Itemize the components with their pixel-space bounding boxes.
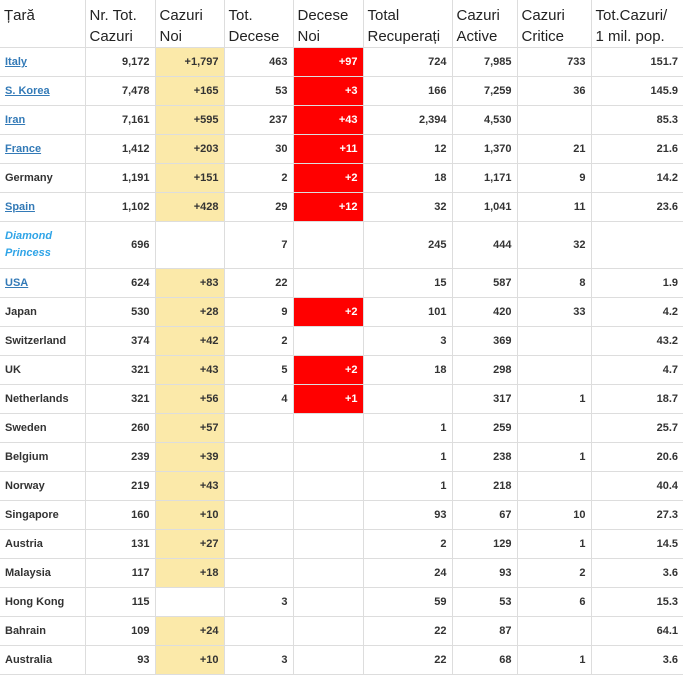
cell-new-deaths: +1 <box>293 385 363 414</box>
table-row <box>0 193 683 222</box>
cell-new-cases: +18 <box>155 559 224 588</box>
cell-total-recovered: 245 <box>363 222 452 269</box>
cell-critical-cases: 6 <box>517 588 591 617</box>
country-link[interactable]: Italy <box>5 56 28 68</box>
table-row <box>0 327 683 356</box>
header-row <box>0 0 683 48</box>
cell-active-cases: 1,370 <box>452 135 517 164</box>
cell-cases-per-million: 21.6 <box>591 135 683 164</box>
cell-total-recovered: 22 <box>363 646 452 675</box>
table-row <box>0 48 683 77</box>
country-name: Sweden <box>5 422 47 434</box>
cell-new-deaths: +11 <box>293 135 363 164</box>
cell-total-recovered: 32 <box>363 193 452 222</box>
country-name: Norway <box>5 480 45 492</box>
cell-total-recovered: 1 <box>363 414 452 443</box>
cell-total-cases: 7,161 <box>85 106 155 135</box>
cell-total-cases: 1,412 <box>85 135 155 164</box>
cell-total-recovered: 15 <box>363 269 452 298</box>
cell-active-cases: 444 <box>452 222 517 269</box>
table-row <box>0 385 683 414</box>
table-row <box>0 164 683 193</box>
cell-critical-cases <box>517 472 591 501</box>
cell-total-deaths <box>224 530 293 559</box>
cell-total-recovered: 18 <box>363 164 452 193</box>
cell-new-deaths <box>293 443 363 472</box>
cell-country <box>0 193 85 222</box>
cell-total-cases: 93 <box>85 646 155 675</box>
country-name: Australia <box>5 654 53 666</box>
cell-critical-cases: 1 <box>517 443 591 472</box>
cell-new-cases <box>155 588 224 617</box>
cell-country <box>0 164 85 193</box>
cell-cases-per-million: 20.6 <box>591 443 683 472</box>
cell-new-deaths <box>293 646 363 675</box>
cell-country <box>0 617 85 646</box>
cell-total-cases: 530 <box>85 298 155 327</box>
table-body <box>0 48 683 675</box>
table-row <box>0 443 683 472</box>
cell-critical-cases <box>517 327 591 356</box>
cell-total-cases: 131 <box>85 530 155 559</box>
cell-total-recovered: 1 <box>363 472 452 501</box>
cell-country <box>0 48 85 77</box>
table-row <box>0 646 683 675</box>
cell-total-recovered: 22 <box>363 617 452 646</box>
cell-new-cases: +43 <box>155 356 224 385</box>
table-row <box>0 356 683 385</box>
cell-new-deaths: +3 <box>293 77 363 106</box>
cell-new-deaths: +12 <box>293 193 363 222</box>
country-link[interactable]: France <box>5 143 42 155</box>
cell-cases-per-million: 40.4 <box>591 472 683 501</box>
header-total-cases[interactable]: Nr. Tot. Cazuri <box>85 0 155 48</box>
cell-critical-cases: 1 <box>517 385 591 414</box>
cell-total-recovered <box>363 385 452 414</box>
cell-total-recovered: 1 <box>363 443 452 472</box>
cell-total-deaths <box>224 559 293 588</box>
cell-country <box>0 559 85 588</box>
cell-cases-per-million: 64.1 <box>591 617 683 646</box>
cell-critical-cases <box>517 617 591 646</box>
cell-total-deaths: 3 <box>224 588 293 617</box>
header-new-deaths[interactable]: Decese Noi <box>293 0 363 48</box>
cell-cases-per-million: 27.3 <box>591 501 683 530</box>
cell-country <box>0 530 85 559</box>
cell-new-cases: +56 <box>155 385 224 414</box>
table-row <box>0 530 683 559</box>
table-row <box>0 77 683 106</box>
table-row <box>0 269 683 298</box>
cell-total-cases: 321 <box>85 356 155 385</box>
cell-total-cases: 239 <box>85 443 155 472</box>
cell-country <box>0 135 85 164</box>
country-name: Bahrain <box>5 625 46 637</box>
cell-cases-per-million: 1.9 <box>591 269 683 298</box>
cell-critical-cases <box>517 106 591 135</box>
cell-critical-cases: 9 <box>517 164 591 193</box>
cell-total-recovered: 3 <box>363 327 452 356</box>
cell-country <box>0 222 85 269</box>
cell-critical-cases: 33 <box>517 298 591 327</box>
country-name: Netherlands <box>5 393 69 405</box>
cell-country <box>0 269 85 298</box>
cell-new-deaths: +2 <box>293 356 363 385</box>
country-name: Austria <box>5 538 43 550</box>
cell-country <box>0 298 85 327</box>
cell-new-cases: +10 <box>155 646 224 675</box>
cell-total-deaths: 22 <box>224 269 293 298</box>
cell-cases-per-million <box>591 222 683 269</box>
cell-total-recovered: 101 <box>363 298 452 327</box>
cell-new-deaths <box>293 327 363 356</box>
cell-total-deaths <box>224 472 293 501</box>
cell-new-cases: +165 <box>155 77 224 106</box>
table-row <box>0 559 683 588</box>
cell-total-recovered: 2,394 <box>363 106 452 135</box>
cell-active-cases: 1,171 <box>452 164 517 193</box>
cell-cases-per-million: 15.3 <box>591 588 683 617</box>
country-name: Malaysia <box>5 567 51 579</box>
cell-critical-cases: 8 <box>517 269 591 298</box>
cell-country <box>0 443 85 472</box>
cell-total-recovered: 18 <box>363 356 452 385</box>
cell-total-cases: 260 <box>85 414 155 443</box>
cell-total-cases: 1,191 <box>85 164 155 193</box>
cell-country <box>0 385 85 414</box>
country-name: Hong Kong <box>5 596 65 608</box>
cell-country <box>0 327 85 356</box>
cell-critical-cases: 21 <box>517 135 591 164</box>
cell-cases-per-million: 43.2 <box>591 327 683 356</box>
cell-total-deaths: 3 <box>224 646 293 675</box>
cell-new-cases <box>155 222 224 269</box>
cell-new-deaths <box>293 501 363 530</box>
cell-cases-per-million: 151.7 <box>591 48 683 77</box>
cell-new-deaths <box>293 617 363 646</box>
cell-new-cases: +43 <box>155 472 224 501</box>
header-cases-per-million[interactable]: Tot.Cazuri/ 1 mil. pop. <box>595 7 668 45</box>
cell-total-cases: 1,102 <box>85 193 155 222</box>
header-total-deaths[interactable]: Tot. Decese <box>224 0 293 48</box>
cell-total-recovered: 724 <box>363 48 452 77</box>
cell-new-cases: +1,797 <box>155 48 224 77</box>
cell-cases-per-million: 3.6 <box>591 559 683 588</box>
cell-total-deaths: 5 <box>224 356 293 385</box>
country-name: UK <box>5 364 21 376</box>
cell-country <box>0 414 85 443</box>
cell-total-recovered: 2 <box>363 530 452 559</box>
cell-cases-per-million: 18.7 <box>591 385 683 414</box>
country-ship-name: Diamond Princess <box>5 230 53 259</box>
cell-critical-cases: 1 <box>517 530 591 559</box>
cell-total-cases: 115 <box>85 588 155 617</box>
cell-critical-cases: 32 <box>517 222 591 269</box>
cell-new-cases: +83 <box>155 269 224 298</box>
cell-new-deaths: +43 <box>293 106 363 135</box>
table-row <box>0 501 683 530</box>
cell-active-cases: 1,041 <box>452 193 517 222</box>
header-new-cases[interactable]: Cazuri Noi <box>155 0 224 48</box>
header-total-recovered[interactable]: Total Recuperați <box>363 0 452 48</box>
table-row <box>0 298 683 327</box>
cell-active-cases: 7,985 <box>452 48 517 77</box>
cell-total-deaths: 7 <box>224 222 293 269</box>
cell-cases-per-million: 4.2 <box>591 298 683 327</box>
cell-cases-per-million: 3.6 <box>591 646 683 675</box>
cell-total-cases: 219 <box>85 472 155 501</box>
cell-active-cases: 68 <box>452 646 517 675</box>
cell-active-cases: 317 <box>452 385 517 414</box>
country-name: Germany <box>5 172 53 184</box>
cell-active-cases: 420 <box>452 298 517 327</box>
cell-cases-per-million: 23.6 <box>591 193 683 222</box>
cell-cases-per-million: 25.7 <box>591 414 683 443</box>
cell-critical-cases: 2 <box>517 559 591 588</box>
cell-total-cases: 7,478 <box>85 77 155 106</box>
cell-critical-cases: 1 <box>517 646 591 675</box>
header-country[interactable]: Țară <box>0 0 85 48</box>
cell-total-deaths <box>224 617 293 646</box>
cell-total-cases: 117 <box>85 559 155 588</box>
cell-country <box>0 356 85 385</box>
cell-cases-per-million: 85.3 <box>591 106 683 135</box>
header-active-cases[interactable]: Cazuri Active <box>452 0 517 48</box>
cell-total-deaths: 2 <box>224 327 293 356</box>
cell-active-cases: 67 <box>452 501 517 530</box>
cell-active-cases: 4,530 <box>452 106 517 135</box>
cell-country <box>0 77 85 106</box>
cell-total-cases: 374 <box>85 327 155 356</box>
table-row <box>0 414 683 443</box>
cell-new-deaths <box>293 222 363 269</box>
cell-new-deaths <box>293 269 363 298</box>
cell-cases-per-million: 14.5 <box>591 530 683 559</box>
cell-critical-cases <box>517 414 591 443</box>
cell-critical-cases: 11 <box>517 193 591 222</box>
cell-country <box>0 588 85 617</box>
table-row <box>0 588 683 617</box>
cell-total-deaths <box>224 501 293 530</box>
cell-total-deaths <box>224 414 293 443</box>
cell-cases-per-million: 145.9 <box>591 77 683 106</box>
cell-new-cases: +27 <box>155 530 224 559</box>
header-critical-cases[interactable]: Cazuri Critice <box>517 0 591 48</box>
cell-total-recovered: 24 <box>363 559 452 588</box>
cell-new-deaths: +97 <box>293 48 363 77</box>
cell-new-cases: +42 <box>155 327 224 356</box>
cell-critical-cases: 10 <box>517 501 591 530</box>
cell-total-deaths: 463 <box>224 48 293 77</box>
table-row <box>0 222 683 269</box>
cell-total-cases: 321 <box>85 385 155 414</box>
cell-total-recovered: 166 <box>363 77 452 106</box>
cell-active-cases: 238 <box>452 443 517 472</box>
country-name: Japan <box>5 306 37 318</box>
cell-total-deaths: 2 <box>224 164 293 193</box>
cell-total-deaths: 30 <box>224 135 293 164</box>
table-row <box>0 106 683 135</box>
cell-country <box>0 106 85 135</box>
cell-country <box>0 472 85 501</box>
cell-country <box>0 646 85 675</box>
cell-active-cases: 298 <box>452 356 517 385</box>
cell-new-cases: +10 <box>155 501 224 530</box>
country-name: Singapore <box>5 509 59 521</box>
cell-active-cases: 7,259 <box>452 77 517 106</box>
cell-new-deaths: +2 <box>293 298 363 327</box>
country-name: Switzerland <box>5 335 67 347</box>
cell-total-deaths: 237 <box>224 106 293 135</box>
cell-active-cases: 587 <box>452 269 517 298</box>
cell-total-recovered: 12 <box>363 135 452 164</box>
cell-new-cases: +595 <box>155 106 224 135</box>
cell-new-cases: +28 <box>155 298 224 327</box>
cell-total-cases: 9,172 <box>85 48 155 77</box>
cell-cases-per-million: 4.7 <box>591 356 683 385</box>
cell-new-cases: +428 <box>155 193 224 222</box>
cell-total-cases: 624 <box>85 269 155 298</box>
country-link[interactable]: Iran <box>5 114 26 126</box>
cell-total-deaths: 53 <box>224 77 293 106</box>
table-row <box>0 617 683 646</box>
cell-total-deaths <box>224 443 293 472</box>
cell-active-cases: 369 <box>452 327 517 356</box>
cell-active-cases: 259 <box>452 414 517 443</box>
cell-new-deaths: +2 <box>293 164 363 193</box>
cell-new-deaths <box>293 414 363 443</box>
cell-total-deaths: 4 <box>224 385 293 414</box>
cell-active-cases: 129 <box>452 530 517 559</box>
cell-cases-per-million: 14.2 <box>591 164 683 193</box>
cell-active-cases: 93 <box>452 559 517 588</box>
cell-new-cases: +39 <box>155 443 224 472</box>
cell-active-cases: 87 <box>452 617 517 646</box>
cell-new-deaths <box>293 559 363 588</box>
cell-active-cases: 218 <box>452 472 517 501</box>
cell-total-recovered: 93 <box>363 501 452 530</box>
country-link[interactable]: USA <box>5 277 29 289</box>
cell-new-cases: +151 <box>155 164 224 193</box>
cell-new-deaths <box>293 472 363 501</box>
cell-critical-cases: 36 <box>517 77 591 106</box>
cell-new-cases: +57 <box>155 414 224 443</box>
table-row <box>0 135 683 164</box>
cell-total-deaths: 9 <box>224 298 293 327</box>
cell-country <box>0 501 85 530</box>
cell-new-cases: +24 <box>155 617 224 646</box>
table-row <box>0 472 683 501</box>
cell-total-cases: 696 <box>85 222 155 269</box>
cell-new-deaths <box>293 588 363 617</box>
cell-new-cases: +203 <box>155 135 224 164</box>
cell-total-deaths: 29 <box>224 193 293 222</box>
cell-total-cases: 160 <box>85 501 155 530</box>
cell-critical-cases: 733 <box>517 48 591 77</box>
cell-active-cases: 53 <box>452 588 517 617</box>
cell-total-cases: 109 <box>85 617 155 646</box>
country-link[interactable]: Spain <box>5 201 35 213</box>
country-name: Belgium <box>5 451 49 463</box>
cell-new-deaths <box>293 530 363 559</box>
country-link[interactable]: S. Korea <box>5 85 50 97</box>
cell-critical-cases <box>517 356 591 385</box>
cell-total-recovered: 59 <box>363 588 452 617</box>
